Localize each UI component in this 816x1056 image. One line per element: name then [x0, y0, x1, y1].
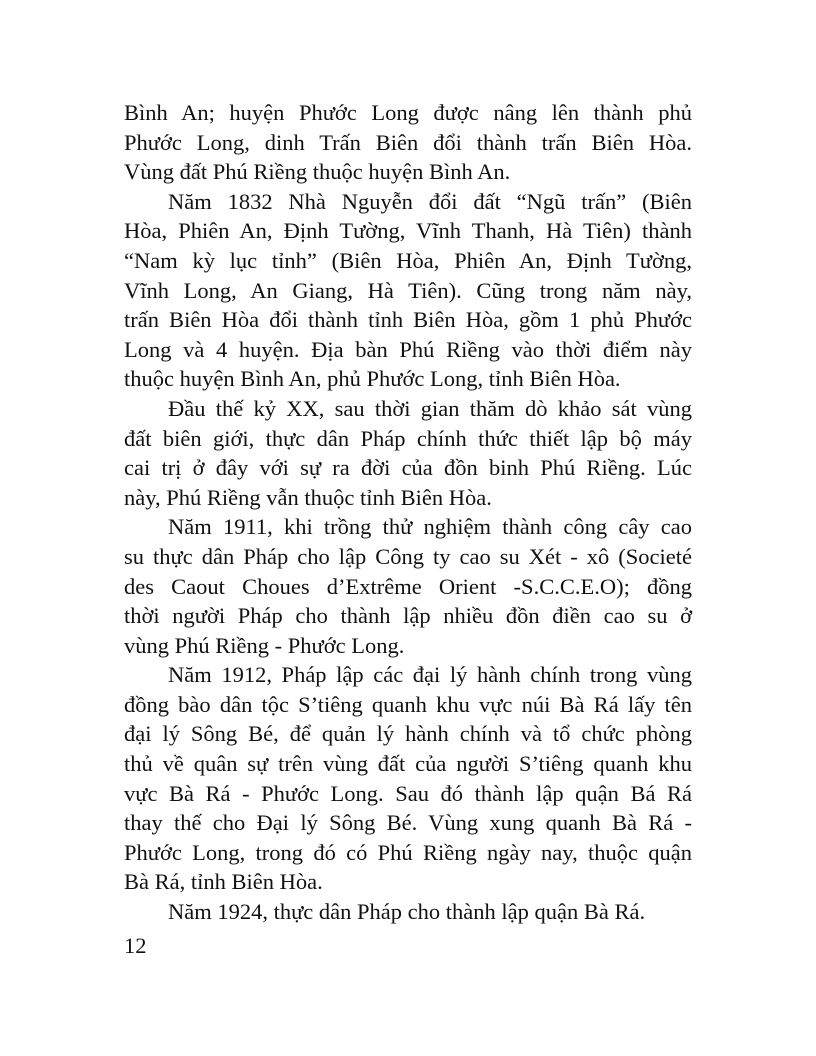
paragraph — [124, 394, 692, 512]
paragraph — [124, 660, 692, 897]
text-line: Vĩnh Long, An Giang, Hà Tiên). Cũng trong năm này, — [124, 277, 692, 303]
text-line: des Caout Choues d’Extrême Orient -S.C.C.E.O); đồng — [124, 573, 692, 599]
text-line: Phước Long, trong đó có Phú Riềng ngày nay, thuộc quận — [124, 839, 692, 865]
text-line: vùng Phú Riềng - Phước Long. — [124, 632, 405, 658]
text-line: thủ về quân sự trên vùng đất của người S’tiêng quanh khu — [124, 751, 692, 777]
text-line: Năm 1832 Nhà Nguyễn đổi đất “Ngũ trấn” (Biên — [168, 188, 692, 214]
text-line: Năm 1912, Pháp lập các đại lý hành chính trong vùng — [168, 662, 692, 688]
text-line: Hòa, Phiên An, Định Tường, Vĩnh Thanh, Hà Tiên) thành — [124, 218, 692, 244]
text-line: đất biên giới, thực dân Pháp chính thức thiết lập bộ máy — [124, 425, 692, 451]
text-line: đồng bào dân tộc S’tiêng quanh khu vực núi Bà Rá lấy tên — [124, 691, 692, 717]
text-line: Bà Rá, tỉnh Biên Hòa. — [124, 869, 323, 895]
body-text — [124, 98, 692, 927]
text-line: trấn Biên Hòa đổi thành tỉnh Biên Hòa, gồm 1 phủ Phước — [124, 307, 692, 333]
text-line: Bình An; huyện Phước Long được nâng lên thành phủ — [124, 100, 692, 125]
text-line: thời người Pháp cho thành lập nhiều đồn điền cao su ở — [124, 603, 692, 629]
text-line: Năm 1924, thực dân Pháp cho thành lập quận Bà Rá. — [168, 899, 646, 925]
text-line: Năm 1911, khi trồng thử nghiệm thành công cây cao — [168, 514, 692, 540]
text-line: Phước Long, dinh Trấn Biên đổi thành trấn Biên Hòa. — [124, 129, 692, 155]
paragraph — [124, 98, 692, 187]
paragraph — [124, 512, 692, 660]
text-line: thay thế cho Đại lý Sông Bé. Vùng xung quanh Bà Rá - — [124, 810, 692, 836]
text-line: này, Phú Riềng vẫn thuộc tỉnh Biên Hòa. — [124, 484, 492, 510]
text-line: thuộc huyện Bình An, phủ Phước Long, tỉnh Biên Hòa. — [124, 366, 621, 392]
text-line: cai trị ở đây với sự ra đời của đồn binh Phú Riềng. Lúc — [124, 455, 692, 481]
text-line: “Nam kỳ lục tỉnh” (Biên Hòa, Phiên An, Định Tường, — [124, 247, 692, 273]
text-line: Long và 4 huyện. Địa bàn Phú Riềng vào thời điểm này — [124, 336, 692, 362]
text-line: Đầu thế kỷ XX, sau thời gian thăm dò khảo sát vùng — [168, 395, 692, 421]
text-line: su thực dân Pháp cho lập Công ty cao su Xét - xô (Societé — [124, 543, 692, 569]
page-number: 12 — [124, 933, 147, 958]
paragraph — [124, 187, 692, 394]
paragraph — [124, 897, 692, 927]
text-line: vực Bà Rá - Phước Long. Sau đó thành lập quận Bá Rá — [124, 780, 692, 806]
text-line: Vùng đất Phú Riềng thuộc huyện Bình An. — [124, 159, 511, 185]
text-line: đại lý Sông Bé, để quản lý hành chính và tổ chức phòng — [124, 721, 692, 747]
